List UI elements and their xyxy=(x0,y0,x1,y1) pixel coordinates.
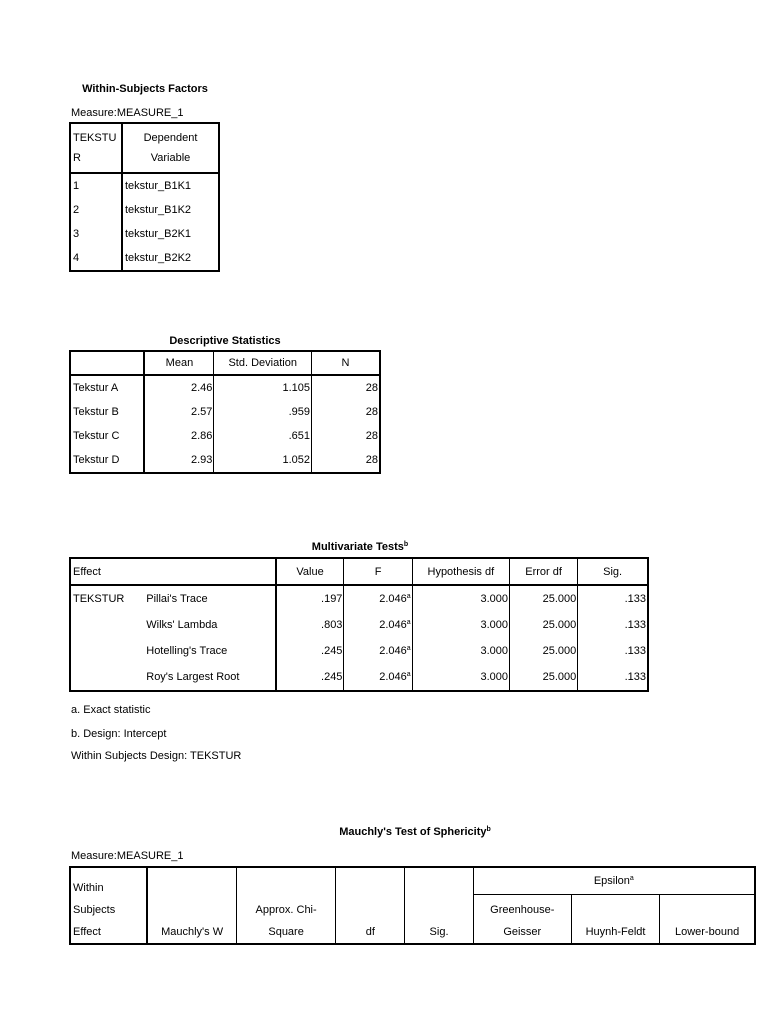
cell: .959 xyxy=(214,400,312,424)
cell: .197 xyxy=(276,585,344,612)
cell: 28 xyxy=(365,382,378,394)
cell: .133 xyxy=(624,593,646,605)
header-cell: Hypothesis df xyxy=(412,558,509,585)
f-value: 2.046 xyxy=(379,671,407,683)
header-text: Effect xyxy=(73,926,101,938)
cell: tekstur_B1K1 xyxy=(125,180,192,192)
header-text: Square xyxy=(268,926,304,938)
cell: 2.46 xyxy=(144,375,213,400)
table-header-row xyxy=(70,867,755,895)
cell: tekstur_B2K1 xyxy=(125,228,192,240)
cell xyxy=(70,664,144,691)
cell: 3.000 xyxy=(412,612,509,638)
header-text: Epsilon xyxy=(593,875,630,887)
cell xyxy=(344,612,412,638)
footnote-marker: a xyxy=(406,593,411,600)
header-cell: df xyxy=(336,867,405,944)
footnote-marker: a xyxy=(629,875,634,882)
mau-title xyxy=(325,826,505,838)
header-cell xyxy=(473,895,571,945)
table-row xyxy=(70,400,380,424)
table-row xyxy=(70,375,380,400)
multivariate-tests-table xyxy=(69,557,649,692)
cell: Tekstur C xyxy=(70,424,144,448)
header-cell: Value xyxy=(276,558,344,585)
header-cell: Std. Deviation xyxy=(214,351,312,375)
header-cell: Dependent Variable xyxy=(122,123,219,173)
footnote-marker: b xyxy=(486,826,491,833)
cell: 2 xyxy=(70,198,122,222)
mv-note-b: b. Design: Intercept xyxy=(71,728,167,740)
cell: Tekstur D xyxy=(70,448,144,473)
table-header-row xyxy=(70,558,648,585)
cell: 28 xyxy=(365,406,378,418)
cell: 3.000 xyxy=(412,585,509,612)
table-row xyxy=(70,585,648,612)
header-text: Geisser xyxy=(503,926,542,938)
wsf-measure: Measure:MEASURE_1 xyxy=(71,107,184,119)
header-cell xyxy=(144,558,275,585)
cell: Tekstur B xyxy=(70,400,144,424)
effect-cell: TEKSTUR xyxy=(73,593,125,605)
cell: 25.000 xyxy=(510,585,578,612)
wsf-title: Within-Subjects Factors xyxy=(82,83,208,95)
footnote-marker: a xyxy=(406,619,411,626)
cell: 2.93 xyxy=(144,448,213,473)
table-row xyxy=(70,612,648,638)
cell xyxy=(344,585,412,612)
mv-title xyxy=(290,541,430,553)
cell xyxy=(70,638,144,664)
header-cell: Lower-bound xyxy=(674,926,740,938)
cell: 3 xyxy=(70,222,122,246)
table-row xyxy=(70,173,219,198)
f-value: 2.046 xyxy=(379,619,407,631)
cell: 2.57 xyxy=(144,400,213,424)
footnote-marker: b xyxy=(403,541,409,548)
footnote-marker: a xyxy=(406,671,411,678)
cell: Pillai's Trace xyxy=(144,585,275,612)
cell: 25.000 xyxy=(510,638,578,664)
cell: .651 xyxy=(214,424,312,448)
cell: 28 xyxy=(365,454,378,466)
cell: 3.000 xyxy=(412,638,509,664)
header-cell: F xyxy=(344,558,412,585)
descriptive-statistics-table xyxy=(69,350,381,474)
table-row xyxy=(70,246,219,271)
mau-measure: Measure:MEASURE_1 xyxy=(71,850,184,862)
header-text: Greenhouse- xyxy=(490,904,555,916)
mv-note-a: a. Exact statistic xyxy=(71,704,151,716)
cell: Hotelling's Trace xyxy=(144,638,275,664)
cell: 4 xyxy=(70,246,122,271)
header-cell-effect xyxy=(70,867,147,944)
cell: .133 xyxy=(624,619,646,631)
table-row xyxy=(70,638,648,664)
cell: 3.000 xyxy=(412,664,509,691)
cell: tekstur_B2K2 xyxy=(125,252,192,264)
mauchly-test-table xyxy=(69,866,756,945)
header-cell: Huynh-Feldt xyxy=(571,895,659,945)
cell: .803 xyxy=(276,612,344,638)
header-cell: TEKSTU R xyxy=(70,123,122,173)
table-row xyxy=(70,664,648,691)
header-text: Within xyxy=(73,882,104,894)
cell: .245 xyxy=(276,664,344,691)
header-cell-epsilon xyxy=(473,867,755,895)
cell: 1.052 xyxy=(214,448,312,473)
mv-title-text: Multivariate Tests xyxy=(311,541,404,553)
table-row xyxy=(70,448,380,473)
table-header-row xyxy=(70,351,380,375)
cell: 25.000 xyxy=(510,612,578,638)
table-row xyxy=(70,198,219,222)
cell: 28 xyxy=(365,430,378,442)
desc-title: Descriptive Statistics xyxy=(169,335,281,347)
cell: .133 xyxy=(624,671,646,683)
mv-note-b2: Within Subjects Design: TEKSTUR xyxy=(71,750,242,762)
cell: .245 xyxy=(276,638,344,664)
header-cell xyxy=(236,867,335,944)
table-row xyxy=(70,424,380,448)
cell xyxy=(70,612,144,638)
header-cell: Mean xyxy=(144,351,213,375)
cell: Wilks' Lambda xyxy=(144,612,275,638)
cell: 2.86 xyxy=(144,424,213,448)
header-cell: Sig. xyxy=(578,558,648,585)
cell xyxy=(344,638,412,664)
cell xyxy=(344,664,412,691)
header-cell: Error df xyxy=(510,558,578,585)
cell: 25.000 xyxy=(510,664,578,691)
header-text: Approx. Chi- xyxy=(255,904,317,916)
table-header-row xyxy=(70,123,219,173)
cell: .133 xyxy=(624,645,646,657)
mau-title-text: Mauchly's Test of Sphericity xyxy=(339,826,487,838)
cell: tekstur_B1K2 xyxy=(125,204,192,216)
header-cell: Sig. xyxy=(405,867,473,944)
cell: Tekstur A xyxy=(70,375,144,400)
table-row xyxy=(70,222,219,246)
cell: 1 xyxy=(70,173,122,198)
f-value: 2.046 xyxy=(379,645,407,657)
header-cell xyxy=(70,351,144,375)
cell: Roy's Largest Root xyxy=(144,664,275,691)
header-cell: Effect xyxy=(70,558,144,585)
header-cell: N xyxy=(312,351,380,375)
header-cell: Mauchly's W xyxy=(147,867,236,944)
cell: 1.105 xyxy=(214,375,312,400)
f-value: 2.046 xyxy=(379,593,407,605)
footnote-marker: a xyxy=(406,645,411,652)
header-text: Subjects xyxy=(73,904,116,916)
within-subjects-factors-table xyxy=(69,122,220,272)
